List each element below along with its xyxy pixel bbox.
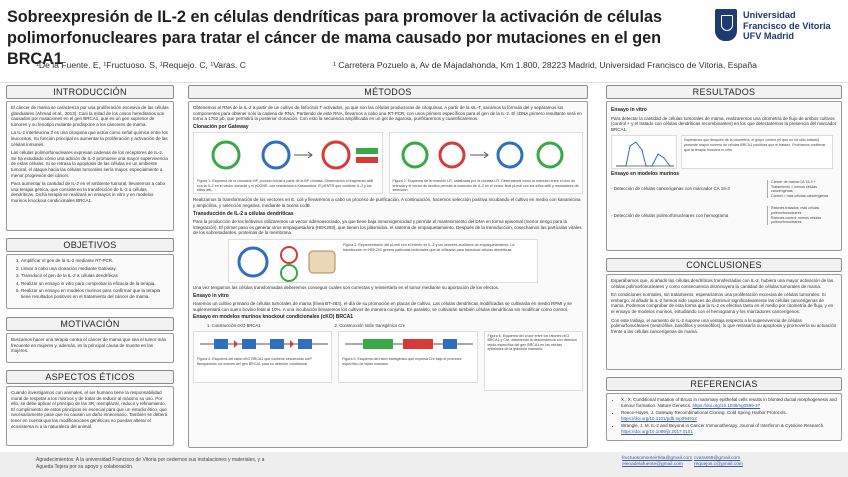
figure-6-caption: Figura 6. Esquema del cruce entre los ratones cKO BRCA1 y Cre, obteniendo la descendencia con deleción tejido-específica del gen BRCA1 en las células epiteliales de la glándula mamaria. [487,333,578,352]
label-cre: 2. Construcción ratón transgénico Cre [334,322,406,328]
cre-construct-diagram [339,332,477,356]
figure-4-caption: Figura 4. Esquema del ratón cKO BRCA1 que contiene secuencias loxP flanqueando los exones del gen BRCA1 para su deleción condicional. [197,357,312,366]
intro-paragraph: Para aumentar la cantidad de IL-2 en el ambiente tumoral, llevaremos a cabo una terapia génica, que consiste en la transfección de IL-2 a células dendríticas. Dicha terapia se realizará en ensayos in vitro y en modelos murinos knockout condicionales BRCA1. [11,181,166,203]
objetivos-box [6,254,174,309]
label-cko: 1. Construcción cKO BRCA1 [207,322,261,328]
section-header-motivacion: MOTIVACIÓN [6,317,174,331]
intro-paragraph: La IL-2 interleucina 2 es una citoquina que actúa como señal química entre los leucocitos. Su función principal es aumentar la proliferación y activación de las células inmunes. [11,130,168,147]
intro-box [6,101,174,231]
metodos-paragraph: Realizamos la transformación de los vectores en E. coli y llevaremos a cabo un proceso de purificación. A continuación, hacemos selección positiva incubando el cultivo en medio con kanamicina y ampicilina, y selección negativa, mediante la toxina ccdB. [193,197,581,208]
cko-construct-diagram [194,332,332,356]
det2-list: Ratones tratados: más células polimorfonucleares Ratones control: menos células polimorfonucleares [767,206,837,224]
acknowledgements: Agradecimientos: A la universidad Francisco de Vitoria por cedernos sus instalaciones y materiales, y a Agueda Tejera por su apoyo y colaboración. [36,457,265,470]
metodos-paragraph: Haremos un cultivo primario de células tumorales de mama (línea BT-483), el día de su promoción en placas de cultivo. Las células dendríticas modificadas se cultivarán en medio RPMI y se suplementará con suero bovino fetal al 10%. A una incubación llevaremos los cultivos de manera conjunta. En paralelo, se cultivarán también células dendríticas sin modificar como control. [193,301,572,312]
motivacion-text: Buscamos hacer una terapia contra el cáncer de mama que sea el tumor más frecuente en mujeres y, además, es la principal causa de muerte en las mujeres. [11,337,167,354]
objetivo-item: 1. Amplificar el gen de la IL-2 mediante RT-PCR. [21,258,169,264]
figure-3 [228,239,538,283]
left-column [6,85,174,446]
middle-column [188,85,588,448]
authors: ¹De la Fuente. E, ¹Fructuoso. S, ¹Requejo. C, ¹Varas. C [36,60,246,70]
det1-list: Cáncer de mama CA 15-3 + Tratamiento = menos células cancerígenas Control = más células cancerígenas [767,180,837,198]
conclusion-paragraph: En condiciones normales, sin tratamiento, esperaríamos una proliferación excesiva de células tumorales. Si embargo, al añadir la IL-2 hemos sido capaces de disminuir significativamente las células cancerígenas de mama. Podemos comprobar de esta forma que la IL-2 es efectiva tanto en el medio por citometría de flujo, y en el ensayo de modelos murinos, estudiando con el hemograma y los marcadores cancerígenos. [611,292,834,314]
section-header-aspectos-eticos: ASPECTOS ÉTICOS [6,370,174,384]
aspectos-text: Cuando investigamos con animales, el ser humano tiene la responsabilidad moral de respetar a los mismos y de tratar de reducir al máximo su uso. Por ello, se debe aplicar el principio de las 3R, reemplazar, reducir y refinamiento. El cumplimiento de estos principios es esencial para que un estudio ético, que necesariamente pase que no causen un daño innecesario. También se deberá tener en cuenta que las modificaciones genéticas no puedan alterar el ecosistema ni a la naturaleza del animal. [11,390,168,429]
reference-link[interactable]: https://doi.org/10.1089/jir.2017.0101 [621,428,693,434]
objetivo-item: 5. Realizar un ensayo en modelos murinos para confirmar que la terapia tiene resultados positivos en el tratamiento del cáncer de mama. [21,288,169,299]
metodos-intro: Obtenemos el RNA de la IL-2 a partir de un cultivo de linfocitos T activados, ya que son las células productoras de citoquinas. A partir de la sIL-T, sacamos la fórmula del y separamos los componentes para obtener solo la cadena de RNA. Partiendo de este RNA, llevamos a cabo una RT-PCR, con unos primers específicos para el gen de la IL-2. El cDNA primero resultante será en torno a 1762 pb, que permitirá la posterior clonación. Con esto la secuencia amplificada en un gel de agarosa, purificaremos y cuantificaremos. [193,105,582,122]
subheading-in-vitro-results: Ensayo in vitro [611,107,647,113]
poster-title: Sobreexpresión de IL-2 en células dendríticas para promover la activación de células polimorfonucleares para tratar el cáncer de mama causado por mutaciones en el gen BRCA1 [7,8,662,68]
figure-6 [484,331,583,391]
section-header-referencias: REFERENCIAS [606,377,842,391]
section-header-conclusiones: CONCLUSIONES [606,258,842,272]
gateway-figures [193,132,583,194]
figure-5 [338,331,477,383]
motivacion-box [6,333,174,363]
flow-cytometry-row [611,135,837,169]
conclusion-paragraph: Esperábamos que, al añadir las células dendríticas transfectadas con IL-2, hubiera una mayor activación de las células polimorfonucleares y como consecuencia disminuyera la cantidad de células tumorales de mama. [611,278,834,289]
metodos-box [188,101,588,448]
bp-cloning-diagram [194,133,383,177]
det1-row [611,180,837,198]
conclusion-paragraph: Con este trabajo, el aumento de IL-2 supone una ventaja respecto a la supervivencia de células polimorfonucleares (neutrófilos, basófilos y eosinófilos), lo que retrasaría su apoptosis y promovería su actuación frente a las células cancerígenas de mama. [611,317,837,334]
lentivirus-diagram [231,241,341,283]
shield-icon [715,9,737,41]
objetivo-item: 2. Llevar a cabo una clonación mediante Gateway. [21,266,169,272]
histogram-icon [612,136,677,168]
right-column [606,85,842,441]
murine-figures [193,331,583,391]
metodos-paragraph: Una vez tengamos las células transformadas deberemos conseguir cuales son correctas y reinsertarlo en el tumor mediante su aportación de los efectos. [193,284,500,290]
email-link[interactable]: cvaras69@gmail.com [694,456,741,461]
section-header-introduccion: INTRODUCCIÓN [6,85,174,99]
objetivo-item: 3. Transducir el gen de la IL-2 a células dendríticas. [21,273,169,279]
poster-header [0,0,848,82]
figure-1 [193,132,383,194]
affiliation: ¹ Carretera Pozuelo a, Av de Majadahonda, Km 1.800, 28223 Madrid, Universidad Francisco de Vitoria, España [333,60,757,70]
reference-item: • Wrangle, J. M. IL-2 and Beyond in Cancer Immunotherapy. Journal of Interferon & Cytokine Research. https://doi.org/10.1089/jir.2017.0101 [621,423,837,434]
reference-item: • X., X. Conditional mutation of Brca1 in mammary epithelial cells results in blunted ductal morphogenesis and tumour formation. Nature Genetics. https://doi.org/10.1038/ng0599-37 [621,397,837,408]
objetivo-item: 4. Realizar un ensayo in vitro para comprobar la eficacia de la terapia. [21,281,169,287]
flow-cytometry-caption: Esperamos que después de la citometría, el grupo control (el que no ha sido tratado) presente mayor número de células BRCA1 positivas que el tratado. Podríamos confirmar que la terapia funciona in vitro. [681,135,833,169]
murine-labels [207,323,583,329]
email-link[interactable]: fructuosomonteirhita@gmail.com [622,456,693,461]
contact-emails [622,456,766,468]
figure-5-caption: Figura 5. Esquema del ratón transgénico que expresa Cre bajo el promotor específico de tejido mamario. [342,357,462,366]
subheading-murinos: Ensayo en modelos murinos knockout condicionales (cKO) BRCA1 [193,314,354,321]
figure-2 [389,132,584,194]
subheading-gateway: Clonación por Gateway [193,123,249,130]
figure-3-caption: Figura 3. Representación del pLenti con el inserto de IL-2 y los vectores auxiliares de empaquetamiento. La transfección en HEK293 genera partículas lentivirales que se utilizarán para transducir células dendríticas. [343,242,515,252]
section-header-resultados: RESULTADOS [606,85,842,99]
referencias-box [606,393,842,441]
section-header-objetivos: OBJETIVOS [6,238,174,252]
aspectos-box [6,386,174,446]
email-link[interactable]: elenadelafuente@gmail.com [622,462,683,467]
figure-4 [193,331,332,383]
conclusiones-box [606,274,842,370]
resultados-paragraph: Para detectar la cantidad de células tumorales de mama, realizaremos una citometría de flujo de ambos cultivos (control + y el tratado con células dendríticas recombinantes) en los que detectaremos la presencia del marcador BRCA1. [611,115,837,132]
logo-text: Universidad Francisco de Vitoria UFV Madrid [743,10,831,41]
subheading-in-vitro: Ensayo in vitro [193,292,229,299]
intro-paragraph: El cáncer de mama se caracteriza por una proliferación excesiva de las células glandulares (Ahmad et al., 2013). Casi la mitad de los casos hereditarios son causados por mutaciones en el gen BRCA1, que es un gen supresor de tumores y su fenotipo mutante predispone a los cánceres de mama. [11,105,169,127]
det1-label: - Detección de células cancerígenas con marcador CA 15-3 [611,186,730,192]
subheading-transduccion: Transducción de IL-2 a células dendríticas [193,210,294,217]
reference-link[interactable]: https://doi.org/10.1101/pdb.top094912 [621,415,697,421]
resultados-box [606,101,842,251]
metodos-paragraph: Para la producción de los lentivirus utilizaremos un vector adenoasociado, ya que tiene baja inmunogenicidad y permite el mantenimiento del DNA en forma episomal (menor riesgo para la integración). El primer paso es generar virus empaquetadora (HEK293), que tienen los plásmidos, el sistema de empaquetamiento. Después de la transducción, cosechamos las partículas virales de los sobrenadantes, proteínas de la membrana. [193,219,582,236]
section-header-metodos: MÉTODOS [188,85,588,99]
header-divider [0,82,848,83]
university-logo [715,9,843,43]
figure-2-caption: Figura 2. Esquema de la reacción LR, catalizada por la clonasa LR. Observamos cómo la reacción entre el clon de entrada y el vector de destino permite la inserción de IL-2 en el vector final pLenti con los sitios attB y marcadores de selección. [392,178,579,193]
email-link[interactable]: requejos.c@gmail.com [694,462,743,467]
figure-1-caption: Figura 1. Esquema de la clonación BP, proceso inicial a partir de la BP clonasa. Observación el fragmento attB con la IL-2 en el vector donante y el pDONR, con resistencia a Kanamicina. El pENTR que contiene IL-2 y los sitios attL. [197,178,374,193]
reference-item: • Reece-Hoyes, J. Gateway Recombinational Cloning. Cold Spring Harbor Protocols. https://doi.org/10.1101/pdb.top094912 [621,410,837,421]
reference-link[interactable]: https://doi.org/10.1038/ng0599-37 [692,402,761,408]
det2-label: - Detección de células polimorfonucleares con hemograma [611,212,729,218]
flow-cytometry-figure [611,135,677,169]
subheading-murinos-results: Ensayo en modelos murinos [611,171,680,178]
det2-row [611,206,837,224]
intro-paragraph: Las células polimorfonucleares expresan cadenas de los receptores de IL-2. Se ha estudiado cómo una adición de IL-2 promueve una mayor supervivencia de estas células. Si se retrasa la apoptosis de las células en un ambiente tumoral, el ataque hacia las células tumorales sería mayor, especialmente a menor progresión del cáncer. [11,150,168,178]
lr-reaction-diagram [390,133,584,177]
